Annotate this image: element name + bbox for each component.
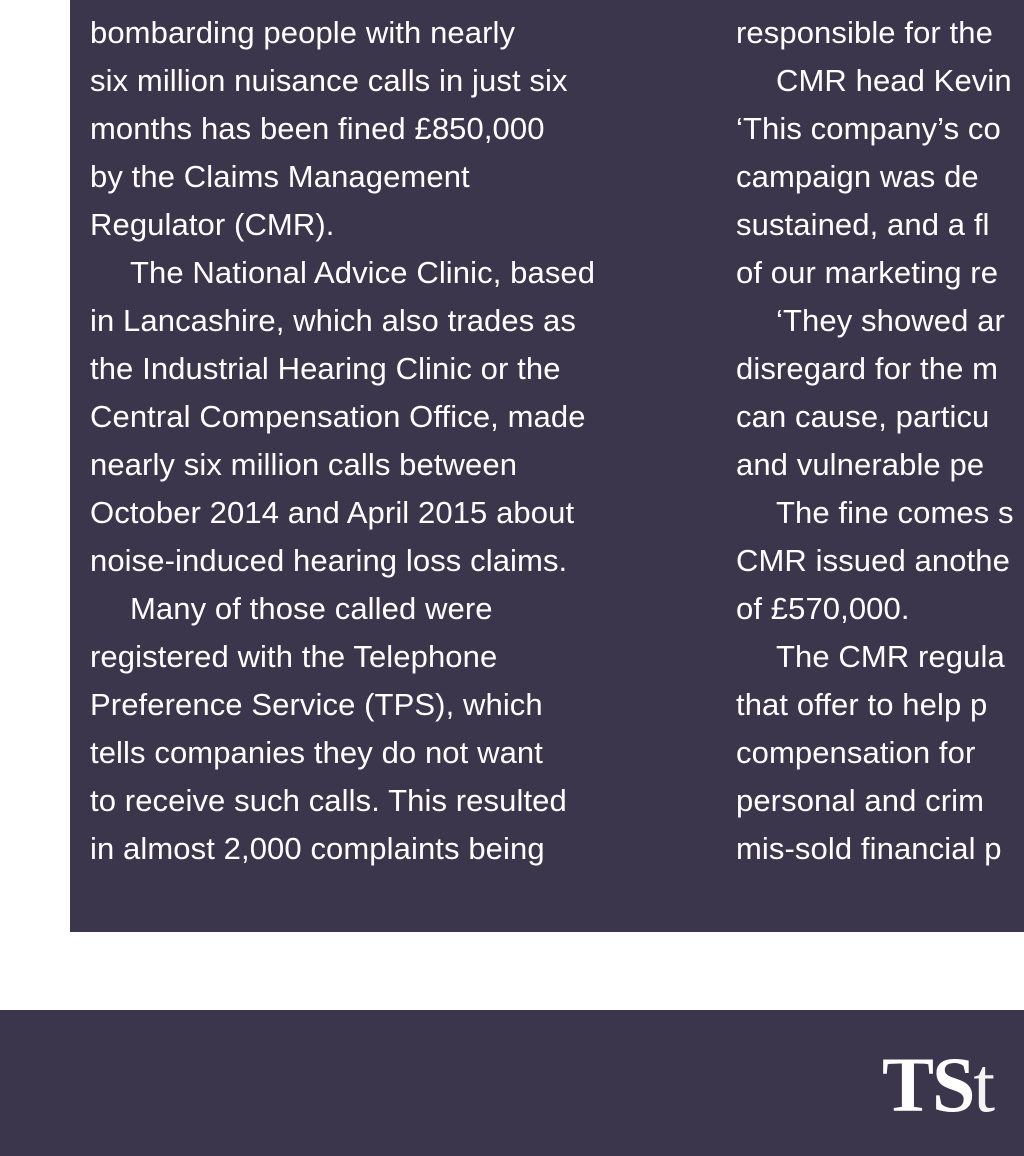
right-column-line: personal and crim [736,783,985,818]
left-column-line: in almost 2,000 complaints being [90,831,545,866]
right-column-line: The fine comes s [776,495,1014,530]
left-column-line: tells companies they do not want [90,735,543,770]
article-right-column [736,9,1024,873]
right-column-line: of £570,000. [736,591,910,626]
left-column-line: The National Advice Clinic, based [130,255,596,290]
left-column-line: Preference Service (TPS), which [90,687,543,722]
right-column-line: of our marketing re [736,255,999,290]
left-column-line: noise-induced hearing loss claims. [90,543,568,578]
right-column-line: compensation for [736,735,976,770]
brand-logo-main: TS [882,1041,974,1128]
left-column-line: registered with the Telephone [90,639,498,674]
right-column-line: that offer to help p [736,687,988,722]
left-column-line: to receive such calls. This resulted [90,783,567,818]
brand-logo-partial: t [973,1041,994,1128]
left-column-line: the Industrial Hearing Clinic or the [90,351,561,386]
right-column-line: disregard for the m [736,351,999,386]
right-column-line: responsible for the [736,15,993,50]
footer-band [0,1010,1024,1156]
left-column-line: nearly six million calls between [90,447,518,482]
article-left-column [90,9,700,873]
right-column-line: ‘This company’s co [736,111,1001,146]
right-column-line: CMR issued anothe [736,543,1010,578]
left-column-line: months has been fined £850,000 [90,111,545,146]
left-column-line: October 2014 and April 2015 about [90,495,575,530]
left-column-line: Many of those called were [130,591,493,626]
right-column-line: ‘They showed ar [776,303,1005,338]
right-column-line: CMR head Kevin [776,63,1012,98]
right-column-line: The CMR regula [776,639,1005,674]
left-column-line: in Lancashire, which also trades as [90,303,576,338]
right-column-line: sustained, and a fl [736,207,990,242]
right-column-line: campaign was de [736,159,979,194]
left-column-line: bombarding people with nearly [90,15,516,50]
left-column-line: six million nuisance calls in just six [90,63,568,98]
left-column-line: by the Claims Management [90,159,470,194]
left-column-line: Central Compensation Office, made [90,399,586,434]
left-column-line: Regulator (CMR). [90,207,335,242]
article-panel [70,0,1024,932]
right-column-line: can cause, particu [736,399,990,434]
right-column-line: and vulnerable pe [736,447,985,482]
right-column-line: mis-sold financial p [736,831,1002,866]
brand-logo [882,1040,993,1130]
